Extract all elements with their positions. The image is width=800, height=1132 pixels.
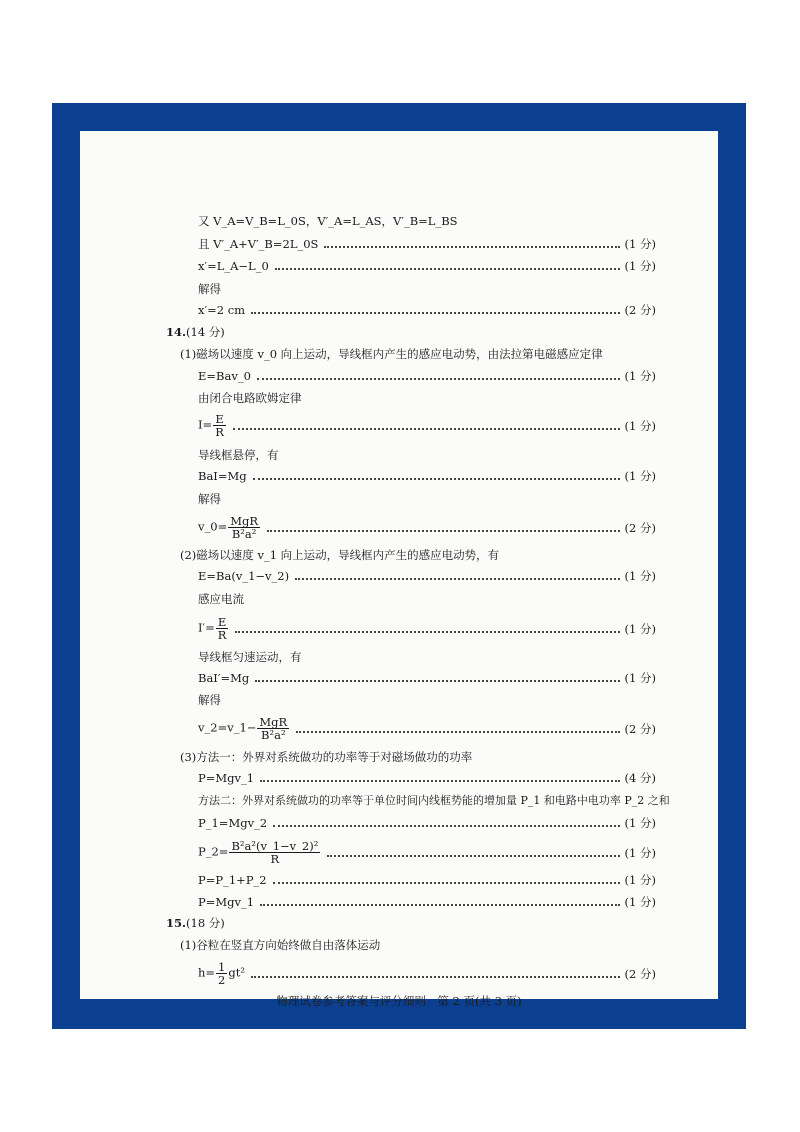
q14-eq10: P_1=Mgv_2 (1 分) [198,816,656,830]
score: (1 分) [624,259,656,273]
score: (1 分) [624,418,656,433]
top-row-2: 且 V′_A+V′_B=2L_0S (1 分) [198,237,656,251]
score: (1 分) [624,845,656,860]
q14-text-solve2: 解得 [198,693,221,707]
q14-text-ohm: 由闭合电路欧姆定律 [198,391,302,405]
score: (1 分) [624,671,656,685]
score: (2 分) [624,520,656,535]
score: (1 分) [624,816,656,830]
q14-eq4: v_0= $\frac{\text{MgR}}{\text{B²a²}}$ (2 分) [198,514,656,542]
score: (1 分) [624,895,656,909]
q14-eq11: P_2= $\frac{\text{B²a²(v\_1−v\_2)²}}{R}$ (1 分) [198,839,656,867]
q14-eq1: E=Bav_0 (1 分) [198,369,656,383]
q14-eq12: P=P_1+P_2 (1 分) [198,873,656,887]
q14-eq9: P=Mgv_1 (4 分) [198,771,656,785]
q14-eq8: v_2=v_1− $\frac{\text{MgR}}{\text{B²a²}}$ (2 分) [198,715,656,743]
score: (1 分) [624,621,656,636]
q14-eq2: I= $\frac{E}{R}$ (1 分) [198,412,656,440]
top-line-4: 解得 [198,282,221,296]
q14-part3-method2: 方法二：外界对系统做功的功率等于单位时间内线框势能的增加量 P_1 和电路中电功率 P_2 之和 [198,794,670,807]
score: (4 分) [624,771,656,785]
top-row-5: x′=2 cm (2 分) [198,303,656,317]
score: (1 分) [624,469,656,483]
q14-part1-text: (1)磁场以速度 v_0 向上运动，导线框内产生的感应电动势，由法拉第电磁感应定律 [180,347,603,361]
q14-part2-text: (2)磁场以速度 v_1 向上运动，导线框内产生的感应电动势，有 [180,548,500,562]
q14-part3-method1: (3)方法一：外界对系统做功的功率等于对磁场做功的功率 [180,750,473,764]
q14-eq5: E=Ba(v_1−v_2) (1 分) [198,569,656,583]
page-footer: 物理试卷参考答案与评分细则 第 2 页(共 3 页) [276,994,522,1008]
q14-eq6: I′= $\frac{E}{R}$ (1 分) [198,615,656,643]
q15-part1-text: (1)谷粒在竖直方向始终做自由落体运动 [180,938,381,952]
score: (1 分) [624,237,656,251]
score: (1 分) [624,569,656,583]
q14-text-uniform: 导线框匀速运动，有 [198,650,302,664]
blue-border-frame [52,103,746,1029]
score: (1 分) [624,369,656,383]
top-row-3: x′=L_A−L_0 (1 分) [198,259,656,273]
q14-eq13: P=Mgv_1 (1 分) [198,895,656,909]
answer-sheet-page [80,131,718,1008]
q14-text-solve1: 解得 [198,492,221,506]
q14-text-hover: 导线框悬停，有 [198,448,279,462]
q15-header: 15.(18 分) [166,916,225,930]
score: (1 分) [624,873,656,887]
q14-text-current: 感应电流 [198,592,244,606]
top-line-1: 又 V_A=V_B=L_0S，V′_A=L_AS，V′_B=L_BS [198,214,458,228]
q14-eq3: BaI=Mg (1 分) [198,469,656,483]
score: (2 分) [624,303,656,317]
q14-eq7: BaI′=Mg (1 分) [198,671,656,685]
page-content [80,131,718,1008]
score: (2 分) [624,721,656,736]
score: (2 分) [624,966,656,981]
q14-header: 14.(14 分) [166,325,225,339]
q15-eq1: h= $\frac{1}{2}$ gt² (2 分) [198,960,656,988]
